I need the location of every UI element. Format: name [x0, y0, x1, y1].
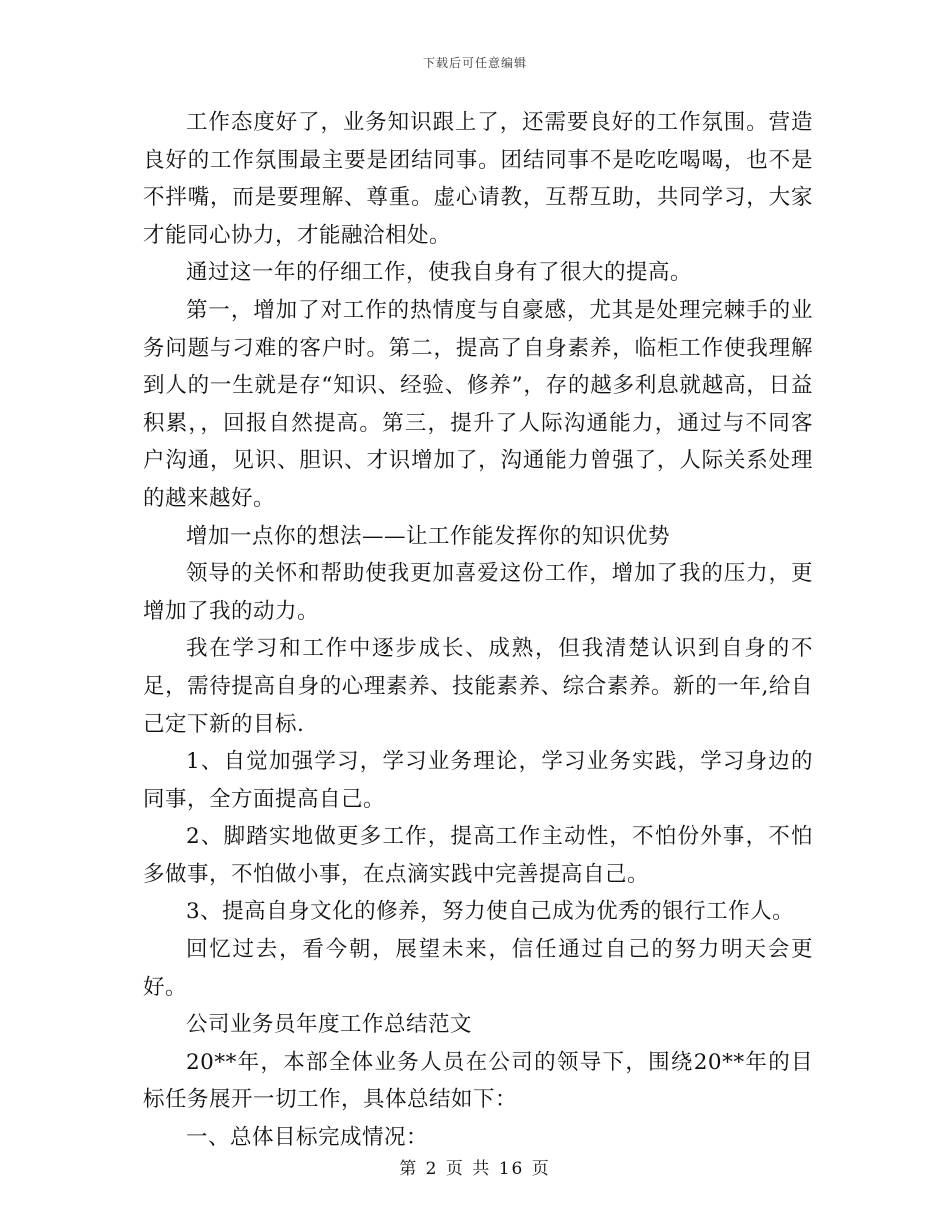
- paragraph: 我在学习和工作中逐步成长、成熟，但我清楚认识到自身的不足，需待提高自身的心理素养、技能素养、综合素养。新的一年,给自己定下新的目标.: [143, 636, 813, 737]
- paragraph: 第一，增加了对工作的热情度与自豪感，尤其是处理完棘手的业务问题与刁难的客户时。第二，提高了自身素养，临柜工作使我理解到人的一生就是存“知识、经验、修养”，存的越多利息就越高，日益积累，，回报自然提高。第三，提升了人际沟通能力，通过与不同客户沟通，见识、胆识、才识增加了，沟通能力曾强了，人际关系处理的越来越好。: [143, 297, 813, 511]
- paragraph: 2、脚踏实地做更多工作，提高工作主动性，不怕份外事，不怕多做事，不怕做小事，在点滴实践中完善提高自己。: [143, 824, 813, 887]
- header-note: 下载后可任意编辑: [422, 56, 527, 70]
- paragraph: 增加一点你的想法——让工作能发挥你的知识优势: [186, 523, 671, 549]
- paragraph: 1、自觉加强学习，学习业务理论，学习业务实践，学习身边的同事，全方面提高自己。: [143, 749, 813, 812]
- paragraph: 3、提高自身文化的修养，努力使自己成为优秀的银行工作人。: [186, 899, 795, 925]
- section-heading: 公司业务员年度工作总结范文: [186, 1012, 473, 1038]
- sub-heading: 一、总体目标完成情况：: [186, 1125, 429, 1151]
- paragraph: 工作态度好了，业务知识跟上了，还需要良好的工作氛围。营造良好的工作氛围最主要是团结同事。团结同事不是吃吃喝喝，也不是不拌嘴，而是要理解、尊重。虚心请教，互帮互助，共同学习，大家才能同心协力，才能融洽相处。: [143, 110, 813, 248]
- document-body: [143, 104, 813, 1157]
- page-number: 第 2 页 共 16 页: [399, 1159, 551, 1179]
- paragraph: 通过这一年的仔细工作，使我自身有了很大的提高。: [186, 260, 693, 286]
- paragraph: 回忆过去，看今朝，展望未来，信任通过自己的努力明天会更好。: [143, 937, 813, 1000]
- paragraph: 领导的关怀和帮助使我更加喜爱这份工作，增加了我的压力，更增加了我的动力。: [143, 561, 813, 624]
- paragraph: 20**年，本部全体业务人员在公司的领导下，围绕20**年的目标任务展开一切工作，具体总结如下：: [143, 1049, 813, 1113]
